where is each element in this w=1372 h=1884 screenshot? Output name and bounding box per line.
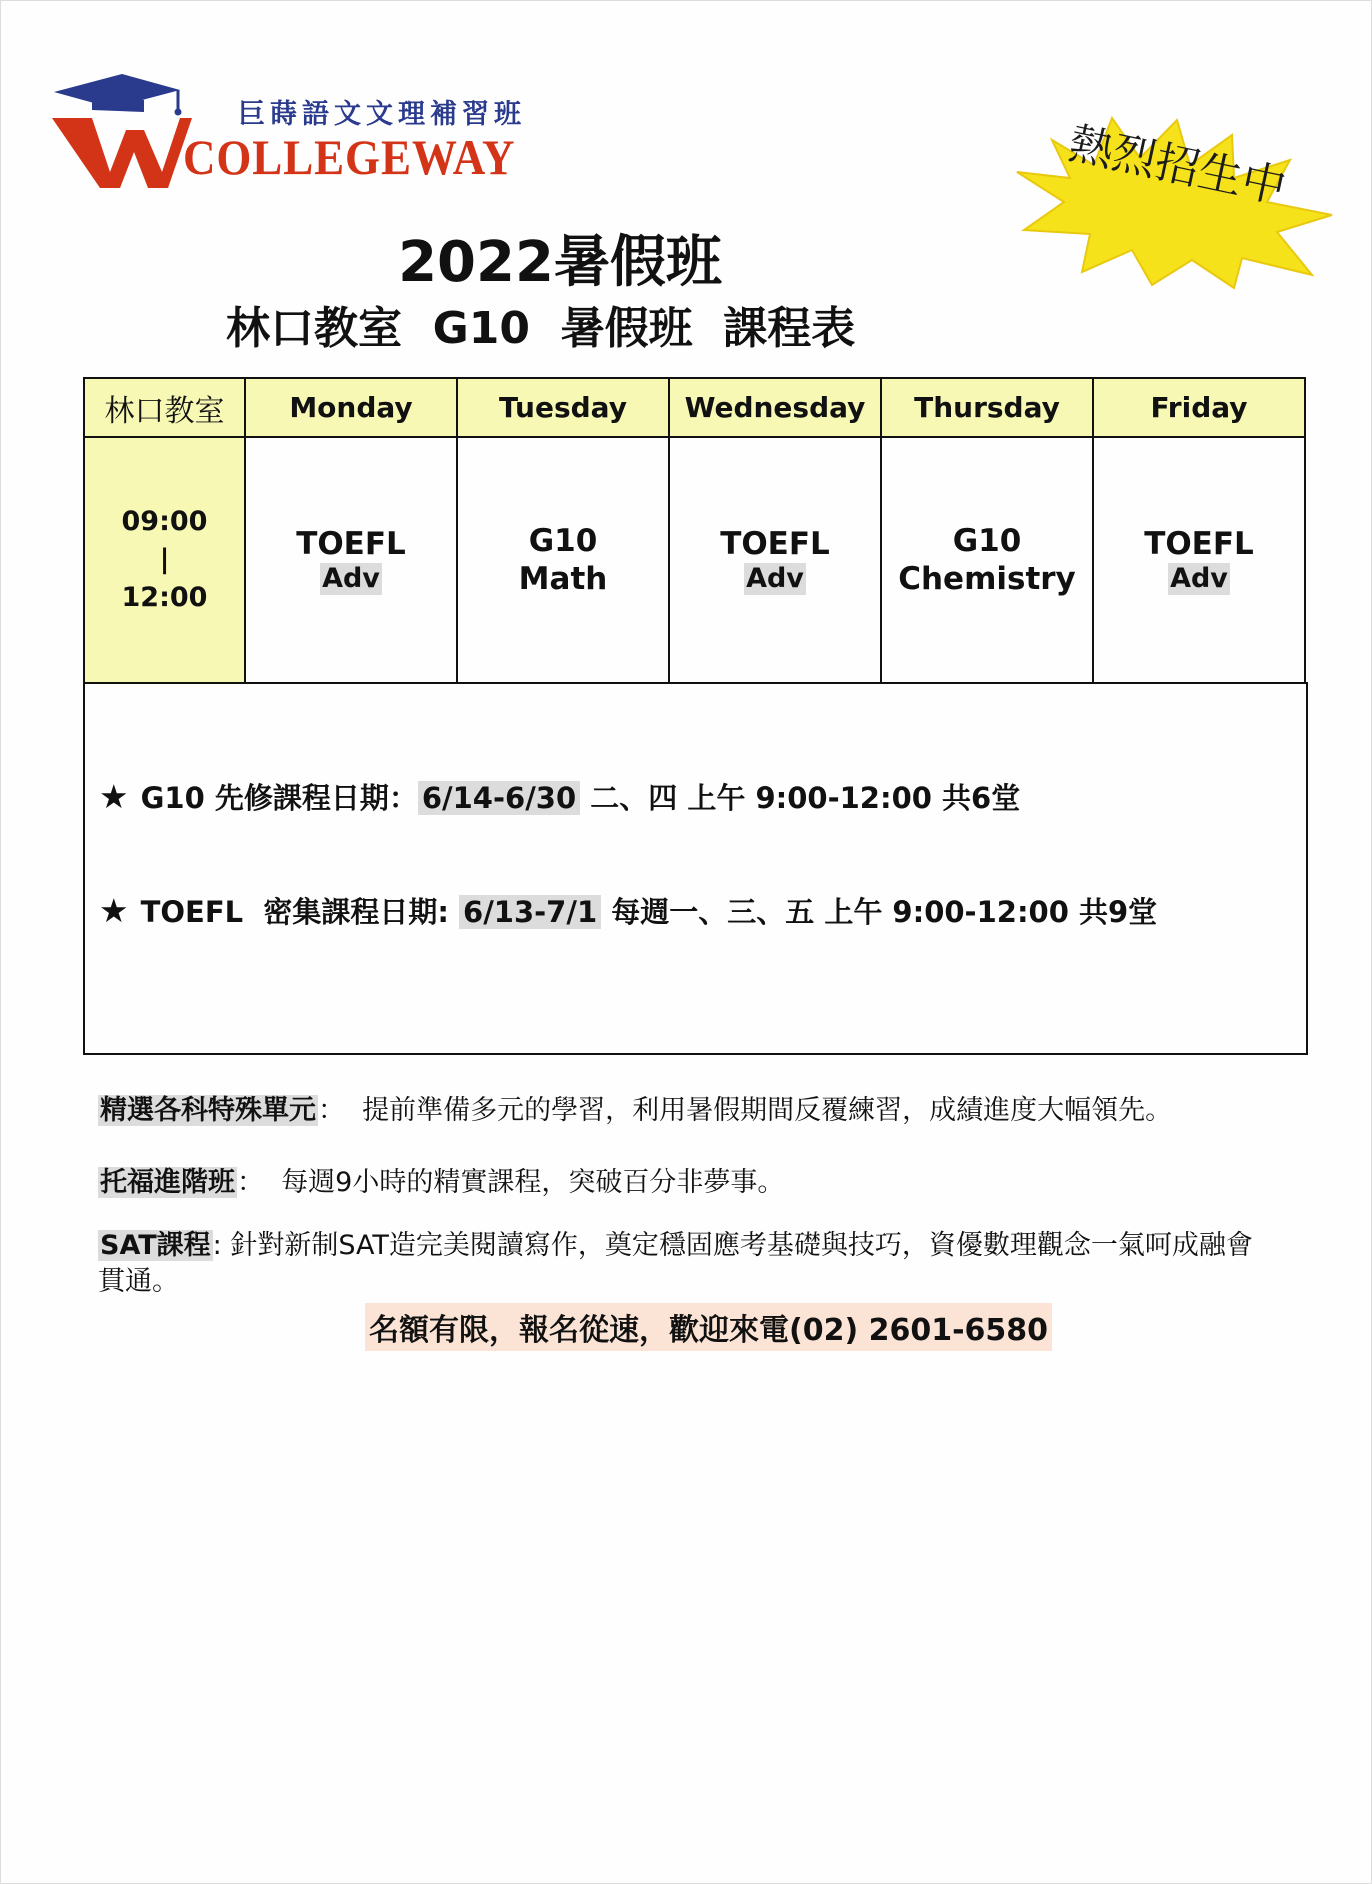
course-title: G10 [952,523,1022,559]
course-subject: Math [518,561,608,597]
course-monday [245,437,457,683]
note-dates: 6/14-6/30 [418,781,580,815]
course-dates-box [83,682,1308,1055]
page-subtitle: 林口教室 G10 暑假班 課程表 [226,303,856,354]
star-icon: ★ [99,891,129,930]
enrollment-badge [1012,110,1342,290]
paragraph-text: : 針對新制SAT造完美閱讀寫作，奠定穩固應考基礎與技巧，資優數理觀念一氣呵成融會貫通。 [98,1230,1253,1297]
course-subject: Chemistry [898,561,1076,597]
paragraph-sat [98,1228,1278,1300]
paragraph-text: ： 每週9小時的精實課程，突破百分非夢事。 [237,1167,785,1198]
time-slot-cell [84,437,245,683]
course-level: Adv [746,563,804,594]
time-separator: | [159,543,170,575]
schedule-header-row [84,378,1305,437]
note-prefix: TOEFL 密集課程日期: [140,895,460,929]
header-monday: Monday [245,378,457,437]
course-tuesday [457,437,669,683]
paragraph-special-units [98,1088,1172,1127]
badge-text: 熱烈招生中 [1064,118,1291,214]
note-g10-dates [99,776,1020,817]
contact-line: 名額有限，報名從速，歡迎來電(02) 2601-6580 [365,1303,1052,1351]
course-title: TOEFL [1144,526,1254,562]
header-tuesday: Tuesday [457,378,669,437]
course-title: TOEFL [296,526,406,562]
course-thursday [881,437,1093,683]
paragraph-label: 精選各科特殊單元 [100,1095,316,1126]
course-title: TOEFL [720,526,830,562]
paragraph-text: ： 提前準備多元的學習，利用暑假期間反覆練習，成績進度大幅領先。 [318,1095,1173,1126]
paragraph-label: 托福進階班 [100,1167,235,1198]
page-title: 2022暑假班 [398,230,722,295]
star-icon: ★ [99,777,129,816]
note-suffix: 二、四 上午 9:00-12:00 共6堂 [580,781,1021,815]
note-toefl-dates [99,890,1157,931]
schedule-row [84,437,1305,683]
collegeway-logo [52,70,526,200]
starburst-icon [1012,110,1342,290]
course-level: Adv [322,563,380,594]
course-friday [1093,437,1305,683]
logo-english-name: COLLEGEWAY [183,129,516,185]
header-friday: Friday [1093,378,1305,437]
header-thursday: Thursday [881,378,1093,437]
course-wednesday [669,437,881,683]
time-start: 09:00 [121,505,208,537]
paragraph-label: SAT課程 [100,1230,211,1261]
course-title: G10 [528,523,598,559]
note-dates: 6/13-7/1 [459,895,601,929]
course-level: Adv [1170,563,1228,594]
logo-chinese-name: 巨蒔語文文理補習班 [238,99,526,130]
note-prefix: G10 先修課程日期： [140,781,418,815]
paragraph-toefl-advanced [98,1160,784,1199]
time-end: 12:00 [121,582,208,614]
header-wednesday: Wednesday [669,378,881,437]
schedule-table [83,377,1306,684]
note-suffix: 每週一、三、五 上午 9:00-12:00 共9堂 [601,895,1158,929]
header-classroom: 林口教室 [84,378,245,437]
